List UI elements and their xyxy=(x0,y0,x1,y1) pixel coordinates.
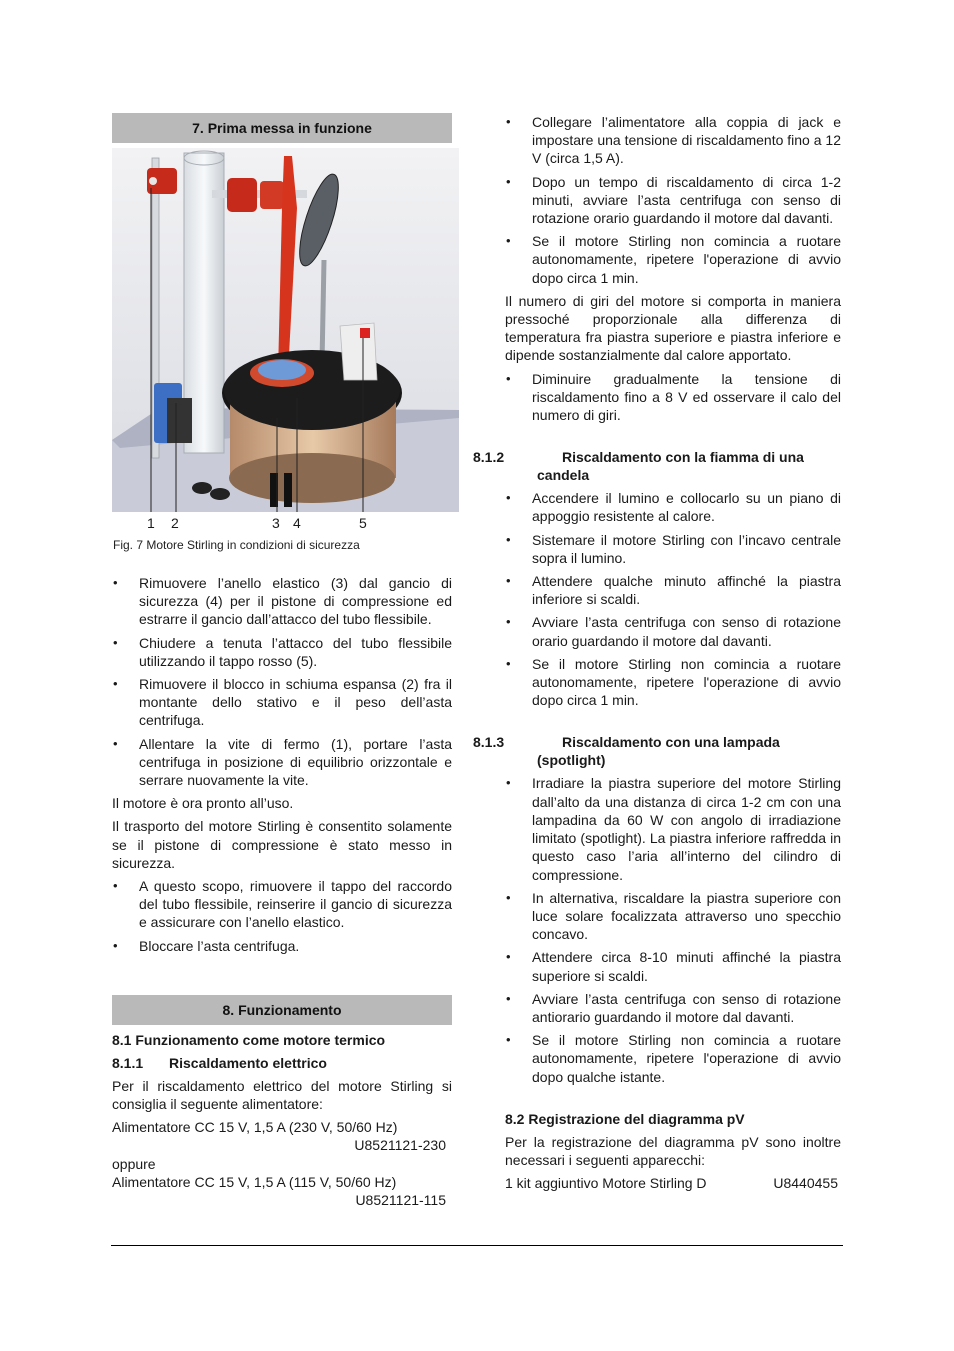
list-item: • Avviare l’asta centrifuga con senso di rotazione antiorario guardando il motore dal davanti. xyxy=(505,990,841,1026)
list-item: • Sistemare il motore Stirling con l’incavo centrale sopra il lumino. xyxy=(505,531,841,567)
paragraph: Il trasporto del motore Stirling è consentito solamente se il pistone di compressione è stato messo in sicurezza. xyxy=(112,818,452,871)
power-supply-115-code: U8521121-115 xyxy=(355,1192,446,1209)
subsection-8-1-heading: 8.1 Funzionamento come motore termico xyxy=(112,1031,386,1048)
figure-caption: Fig. 7 Motore Stirling in condizioni di sicurezza xyxy=(113,538,360,552)
section-7-heading: 7. Prima messa in funzione xyxy=(112,113,452,143)
footer-rule xyxy=(111,1245,843,1246)
stirling-engine-photo xyxy=(112,148,459,512)
subsection-title: Riscaldamento con una lampada (spotlight) xyxy=(537,734,780,769)
bullet-list xyxy=(112,877,452,955)
subsection-number: 8.1.2 xyxy=(473,449,505,466)
subsection-number: 8.1.1 xyxy=(112,1054,144,1071)
bullet-list xyxy=(505,370,841,425)
paragraph: Per la registrazione del diagramma pV sono inoltre necessari i seguenti apparecchi: xyxy=(505,1133,841,1168)
subsection-number: 8.1.3 xyxy=(473,734,505,751)
list-item: • Irradiare la piastra superiore del motore Stirling dall’alto da una distanza di circa 1-2 cm con una lampadina da 60 W con angolo di irradiazione limitato (spotlight). La piastra inferiore raffredda in questo caso l’aria all’interno del cilindro di compressione. xyxy=(505,774,841,883)
list-item: • A questo scopo, rimuovere il tappo del raccordo del tubo flessibile, reinserire il gancio di sicurezza e assicurare con l’anello elastico. xyxy=(112,877,452,932)
callout-5: 5 xyxy=(359,515,367,531)
callout-2: 2 xyxy=(171,515,179,531)
power-supply-115: Alimentatore CC 15 V, 1,5 A (115 V, 50/60 Hz) xyxy=(112,1173,397,1190)
power-supply-230-code: U8521121-230 xyxy=(354,1137,446,1154)
bullet-list xyxy=(505,113,841,287)
oppure-label: oppure xyxy=(112,1155,156,1172)
list-item: • Chiudere a tenuta l’attacco del tubo flessibile utilizzando il tappo rosso (5). xyxy=(112,634,452,670)
list-item: • Avviare l’asta centrifuga con senso di rotazione orario guardando il motore dal davanti. xyxy=(505,613,841,649)
kit-row xyxy=(505,1174,841,1192)
list-item: • Rimuovere l’anello elastico (3) dal gancio di sicurezza (4) per il pistone di compressione ed estrarre il gancio dall’attacco del tubo flessibile. xyxy=(112,574,452,629)
bullet-list xyxy=(112,574,452,789)
list-item: • Allentare la vite di fermo (1), portare l’asta centrifuga in posizione di equilibrio orizzontale e serrare nuovamente la vite. xyxy=(112,735,452,790)
bullet-list xyxy=(505,489,841,709)
list-item: • Se il motore Stirling non comincia a ruotare autonomamente, ripetere l'operazione di avvio dopo qualche istante. xyxy=(505,1031,841,1086)
kit-name: 1 kit aggiuntivo Motore Stirling D xyxy=(505,1175,707,1192)
subsection-8-1-3-heading xyxy=(473,733,841,769)
figure-callout-numbers xyxy=(112,512,452,532)
list-item: • Rimuovere il blocco in schiuma espansa (2) fra il montante dello stativo e il peso dell’asta centrifuga. xyxy=(112,675,452,730)
subsection-title: Riscaldamento con la fiamma di una candela xyxy=(537,449,804,484)
power-supply-230: Alimentatore CC 15 V, 1,5 A (230 V, 50/60 Hz) xyxy=(112,1119,398,1136)
list-item: • Diminuire gradualmente la tensione di riscaldamento fino a 8 V ed osservare il calo del numero di giri. xyxy=(505,370,841,425)
list-item: • Attendere qualche minuto affinché la piastra inferiore si scaldi. xyxy=(505,572,841,608)
subsection-title: Riscaldamento elettrico xyxy=(169,1054,327,1071)
callout-4: 4 xyxy=(293,515,301,531)
paragraph: Per il riscaldamento elettrico del motore Stirling si consiglia il seguente alimentatore: xyxy=(112,1077,452,1113)
left-column xyxy=(112,113,452,1209)
stirling-engine-illustration xyxy=(112,148,459,512)
list-item: • Attendere circa 8-10 minuti affinché la piastra superiore si scaldi. xyxy=(505,948,841,984)
list-item: • Bloccare l’asta centrifuga. xyxy=(112,937,452,955)
list-item: • Se il motore Stirling non comincia a ruotare autonomamente, ripetere l'operazione di avvio dopo circa 1 min. xyxy=(505,232,841,287)
subsection-8-2-heading: 8.2 Registrazione del diagramma pV xyxy=(505,1110,745,1127)
list-item: • Collegare l’alimentatore alla coppia di jack e impostare una tensione di riscaldamento fino a 12 V (circa 1,5 A). xyxy=(505,113,841,168)
right-column xyxy=(473,113,841,1192)
callout-1: 1 xyxy=(147,515,155,531)
bullet-list xyxy=(505,774,841,1085)
section-8-heading: 8. Funzionamento xyxy=(112,995,452,1025)
kit-code: U8440455 xyxy=(773,1175,838,1192)
paragraph: Il numero di giri del motore si comporta in maniera pressoché proporzionale alla differenza di temperatura fra piastra superiore e piastra inferiore e dipende sostanzialmente dal calore apportato. xyxy=(505,292,841,364)
paragraph: Il motore è ora pronto all’uso. xyxy=(112,795,294,812)
callout-3: 3 xyxy=(272,515,280,531)
list-item: • Dopo un tempo di riscaldamento di circa 1-2 minuti, avviare l’asta centrifuga con senso di rotazione orario guardando il motore dal davanti. xyxy=(505,173,841,228)
subsection-8-1-1-heading xyxy=(112,1054,452,1072)
subsection-8-1-2-heading xyxy=(473,448,841,484)
list-item: • In alternativa, riscaldare la piastra superiore con luce solare focalizzata attraverso uno specchio concavo. xyxy=(505,889,841,944)
list-item: • Accendere il lumino e collocarlo su un piano di appoggio resistente al calore. xyxy=(505,489,841,525)
list-item: • Se il motore Stirling non comincia a ruotare autonomamente, ripetere l'operazione di avvio dopo circa 1 min. xyxy=(505,655,841,710)
power-supply-list xyxy=(112,1118,452,1209)
